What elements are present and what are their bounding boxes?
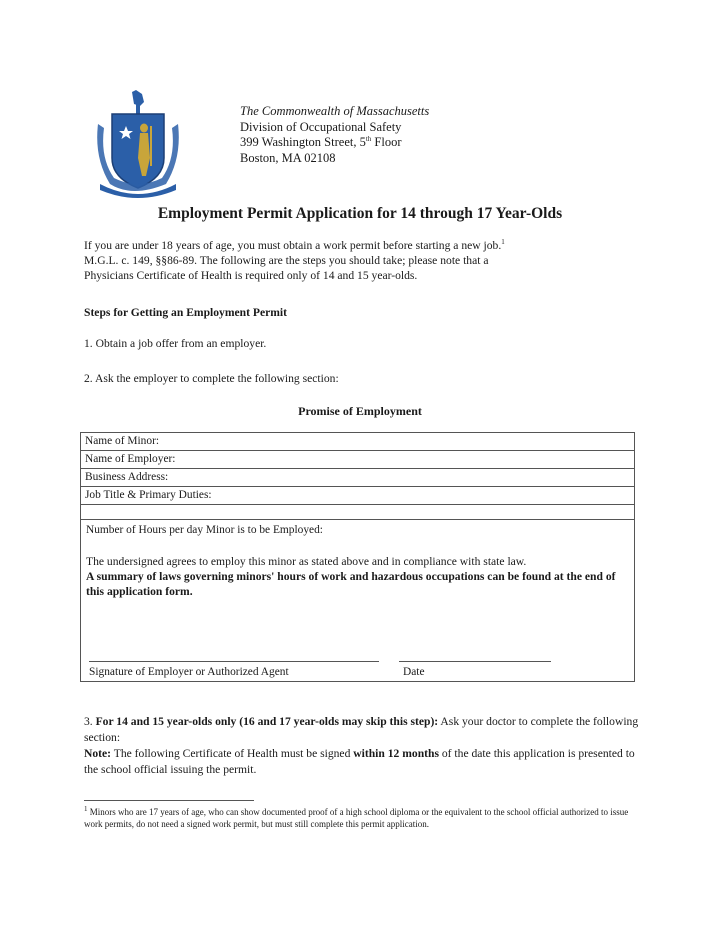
steps-heading: Steps for Getting an Employment Permit (84, 306, 287, 319)
signature-label: Signature of Employer or Authorized Agent (89, 666, 289, 678)
footnote-ref: 1 (501, 238, 505, 247)
intro-paragraph: If you are under 18 years of age, you must obtain a work permit before starting a new job.$^1$ M.G.L. c. 149, §§86-89. The following are the steps you should take; please note that a Physicians Certificate of Health is required only of 14 and 15 year-olds. (84, 238, 505, 282)
step-3: 3. For 14 and 15 year-olds only (16 and 17 year-olds may skip this step): Ask your doctor to complete the following section: Note: The following Certificate of Health must be signed within 12 months of the date this application is presented to the school official issuing the permit. (84, 715, 639, 776)
city-address: Boston, MA 02108 (240, 150, 336, 165)
step-2: 2. Ask the employer to complete the following section: (84, 372, 339, 385)
agreement-text: The undersigned agrees to employ this minor as stated above and in compliance with state law. A summary of laws governing minors' hours of work and hazardous occupations can be found at the end of this application form. (86, 555, 616, 598)
field-hours-per-day[interactable]: Number of Hours per day Minor is to be Employed: (86, 524, 323, 536)
step-1: 1. Obtain a job offer from an employer. (84, 337, 267, 350)
footnote-divider (84, 800, 254, 801)
massachusetts-seal-icon (92, 88, 184, 200)
form-divider (81, 505, 634, 520)
field-business-address[interactable]: Business Address: (81, 469, 634, 487)
field-name-of-employer[interactable]: Name of Employer: (81, 451, 634, 469)
street-address: 399 Washington Street, 5th Floor (240, 134, 402, 149)
promise-of-employment-form (80, 432, 635, 682)
date-line[interactable] (399, 661, 551, 662)
field-job-title-duties[interactable]: Job Title & Primary Duties: (81, 487, 634, 505)
date-label: Date (403, 666, 425, 678)
signature-line[interactable] (89, 661, 379, 662)
note-label: Note: (84, 747, 112, 760)
laws-summary-note: A summary of laws governing minors' hours of work and hazardous occupations can be found at the end of this application form. (86, 570, 616, 598)
division-name: Division of Occupational Safety (240, 119, 402, 134)
agency-name: The Commonwealth of Massachusetts (240, 104, 430, 118)
field-name-of-minor[interactable]: Name of Minor: (81, 433, 634, 451)
page-title: Employment Permit Application for 14 through 17 Year-Olds (157, 205, 563, 222)
letterhead (240, 104, 429, 166)
footnote: $^1$ Minors who are 17 years of age, who can show documented proof of a high school diploma or the equivalent to the school official authorized to issue work permits, do not need a signed work permit, but must still complete this permit application. (84, 805, 629, 829)
promise-heading: Promise of Employment (298, 404, 422, 418)
